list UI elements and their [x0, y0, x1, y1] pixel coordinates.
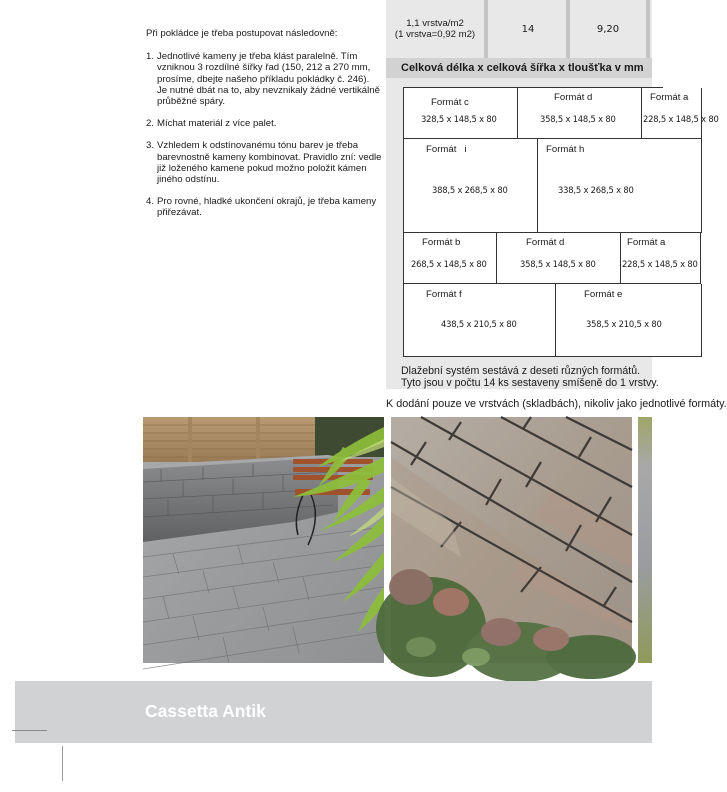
third-photo-partial: [638, 417, 652, 663]
format-cell: [404, 233, 497, 284]
coverage-line-1: 1,1 vrstva/m2: [406, 18, 464, 29]
product-title: Cassetta Antik: [145, 701, 266, 721]
format-cell: [518, 88, 642, 139]
note-line-1: Dlažební systém sestává z deseti různých formátů.: [401, 365, 641, 377]
laying-instructions: [146, 28, 382, 230]
pieces-cell: 14: [521, 23, 535, 35]
instructions-intro: Při pokládce je třeba postupovat následovně:: [146, 28, 338, 39]
format-dims: 228,5 x 148,5 x 80: [643, 114, 719, 124]
instruction-step: [146, 51, 382, 107]
format-cell: [404, 284, 556, 357]
instruction-step: [146, 140, 382, 185]
step-number: 3.: [146, 140, 155, 152]
format-dims: 338,5 x 268,5 x 80: [558, 185, 634, 195]
crop-mark-vertical: [62, 746, 63, 781]
value-cell: 9,20: [596, 23, 620, 35]
format-cell: [404, 139, 538, 233]
delivery-note: K dodání pouze ve vrstvách (skladbách), nikoliv jako jednotlivé formáty.: [386, 398, 727, 410]
format-name: Formát b: [422, 237, 461, 248]
dimensions-header: Celková délka x celková šířka x tloušťka v mm: [386, 58, 652, 78]
format-cell: [538, 139, 702, 233]
product-title-band: [15, 681, 652, 743]
step-text: Míchat materiál z více palet.: [157, 118, 277, 130]
instruction-step: [146, 118, 382, 129]
step-text: Vzhledem k odstínovanému tónu barev je třeba barevnostně kameny kombinovat. Pravidlo zní: vedle již loženého kamene pokud možno položit kámen jiného odstínu.: [157, 140, 382, 186]
format-dims: 358,5 x 210,5 x 80: [586, 319, 662, 329]
format-dims: 438,5 x 210,5 x 80: [441, 319, 517, 329]
format-layout-diagram: [403, 87, 719, 357]
format-cell: [404, 88, 518, 139]
format-dims: 388,5 x 268,5 x 80: [432, 185, 508, 195]
format-dims: 358,5 x 148,5 x 80: [540, 114, 616, 124]
format-cell: [642, 88, 719, 139]
third-photo-graphic: [638, 417, 652, 663]
step-text: Pro rovné, hladké ukončení okrajů, je třeba kameny přiřezávat.: [157, 196, 377, 219]
format-name: Formát d: [526, 237, 565, 248]
format-dims: 228,5 x 148,5 x 80: [622, 259, 698, 269]
format-name: Formát e: [584, 289, 623, 300]
spec-row: [386, 0, 652, 58]
step-number: 2.: [146, 118, 155, 130]
crop-mark-horizontal: [12, 730, 47, 731]
diagonal-paving-photo: [391, 417, 632, 663]
format-name: Formát i: [426, 144, 467, 155]
format-name: Formát c: [431, 97, 469, 108]
coverage-line-2: (1 vrstva=0,92 m2): [394, 29, 476, 40]
format-name: Formát f: [426, 289, 462, 300]
note-line-2: Tyto jsou v počtu 14 ks sestaveny smíšeně do 1 vrstvy.: [401, 377, 659, 389]
column-divider: [484, 0, 488, 58]
format-dims: 328,5 x 148,5 x 80: [421, 114, 497, 124]
format-system-note: [401, 365, 659, 389]
format-dims: 358,5 x 148,5 x 80: [520, 259, 596, 269]
step-number: 1.: [146, 51, 155, 63]
format-name: Formát a: [650, 92, 689, 103]
format-name: Formát a: [627, 237, 666, 248]
column-divider: [646, 0, 650, 58]
terrace-photo: [143, 417, 384, 663]
format-cell: [556, 284, 702, 357]
terrace-photo-graphic: [143, 417, 384, 663]
diagonal-paving-graphic: [391, 417, 632, 663]
format-dims: 268,5 x 148,5 x 80: [411, 259, 487, 269]
coverage-cell: [386, 0, 484, 58]
format-cell: [621, 233, 701, 284]
instruction-step: [146, 196, 382, 218]
format-cell: [497, 233, 621, 284]
step-number: 4.: [146, 196, 155, 208]
format-name: Formát h: [546, 144, 585, 155]
instructions-list: [146, 51, 382, 218]
format-name: Formát d: [554, 92, 593, 103]
step-text: Jednotlivé kameny je třeba klást paralelně. Tím vzniknou 3 rozdílné šířky řad (150, 212 a 270 mm, prosíme, dbejte našeho příkladu pokládky č. 246). Je nutné dbát na to, aby nevznikaly žádné vertikálně průběžné spáry.: [157, 51, 380, 108]
spec-panel: [386, 0, 719, 389]
